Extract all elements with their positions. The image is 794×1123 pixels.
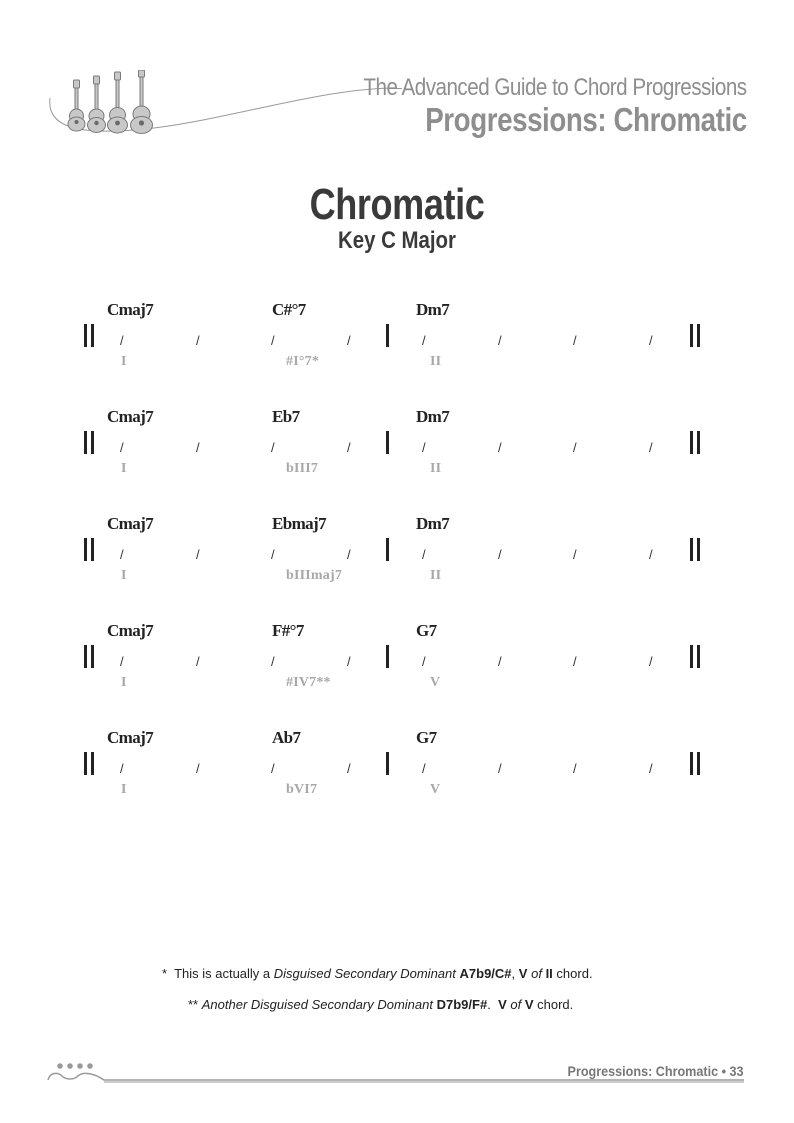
beat-slash: / (271, 333, 275, 348)
roman-numeral: V (430, 782, 441, 797)
roman-numeral: II (430, 354, 442, 369)
beat-slash: / (573, 333, 577, 348)
progression-row (0, 514, 794, 604)
ukulele-family-icon (44, 70, 404, 150)
beat-slash: / (498, 547, 502, 562)
beat-slash: / (120, 761, 124, 776)
footnote-italic: of (510, 997, 522, 1012)
roman-numeral: bIII7 (286, 461, 319, 476)
roman-numeral: I (121, 675, 127, 690)
beat-slash: / (649, 654, 653, 669)
chord-symbol: F#°7 (272, 621, 304, 640)
end-repeat-barline (690, 324, 701, 347)
footnote-marker: ** (188, 997, 199, 1012)
chord-symbol: G7 (416, 728, 437, 747)
end-repeat-barline (690, 645, 701, 668)
footer-bullet: • (722, 1063, 727, 1079)
beat-slash: / (120, 440, 124, 455)
beat-slash: / (498, 333, 502, 348)
chord-symbol: Dm7 (416, 300, 450, 319)
footnote-chord: D7b9/F# (436, 997, 488, 1012)
beat-slash: / (196, 333, 200, 348)
beat-slash: / (649, 761, 653, 776)
chord-symbol: Dm7 (416, 407, 450, 426)
beat-slash: / (422, 333, 426, 348)
chord-symbol: G7 (416, 621, 437, 640)
roman-numeral: V (430, 675, 441, 690)
roman-numeral: I (121, 354, 127, 369)
footnote-numeral: V (498, 997, 507, 1012)
beat-slash: / (347, 654, 351, 669)
roman-numeral: II (430, 568, 442, 583)
beat-slash: / (573, 761, 577, 776)
footer-label (568, 1063, 744, 1079)
beat-slash: / (347, 333, 351, 348)
progression-row (0, 621, 794, 711)
end-repeat-barline (690, 752, 701, 775)
start-repeat-barline (84, 645, 95, 668)
progression-row (0, 728, 794, 818)
beat-slash: / (649, 440, 653, 455)
footnote-italic: of (531, 966, 542, 981)
roman-numeral: I (121, 568, 127, 583)
beat-slash: / (422, 761, 426, 776)
footnote-text: chord. (556, 966, 593, 981)
beat-slash: / (347, 761, 351, 776)
footnote-marker: * (162, 966, 168, 981)
chord-symbol: Ab7 (272, 728, 301, 747)
beat-slash: / (120, 547, 124, 562)
footnote-numeral: II (545, 966, 553, 981)
beat-slash: / (271, 547, 275, 562)
page-title: Chromatic (309, 180, 485, 229)
measure-barline (386, 645, 389, 668)
beat-slash: / (196, 440, 200, 455)
start-repeat-barline (84, 538, 95, 561)
measure-barline (386, 431, 389, 454)
roman-numeral: bIIImaj7 (286, 568, 343, 583)
book-subtitle: The Advanced Guide to Chord Progressions (363, 74, 747, 101)
footnote-italic: Disguised Secondary Dominant (273, 966, 456, 981)
beat-slash: / (498, 440, 502, 455)
roman-numeral: bVI7 (286, 782, 318, 797)
beat-slash: / (196, 654, 200, 669)
measure-barline (386, 324, 389, 347)
chord-symbol: Cmaj7 (107, 300, 154, 319)
progression-row (0, 300, 794, 390)
measure-barline (386, 752, 389, 775)
start-repeat-barline (84, 752, 95, 775)
measure-barline (386, 538, 389, 561)
beat-slash: / (649, 333, 653, 348)
beat-slash: / (347, 547, 351, 562)
footnote-numeral: V (524, 997, 534, 1012)
roman-numeral: I (121, 461, 127, 476)
end-repeat-barline (690, 538, 701, 561)
chord-symbol: Cmaj7 (107, 621, 154, 640)
beat-slash: / (498, 654, 502, 669)
chord-symbol: Cmaj7 (107, 514, 154, 533)
start-repeat-barline (84, 324, 95, 347)
chord-symbol: Cmaj7 (107, 407, 154, 426)
footnote-text: This is actually a (174, 966, 271, 981)
beat-slash: / (573, 547, 577, 562)
beat-slash: / (271, 761, 275, 776)
footnote-chord: A7b9/C# (459, 966, 512, 981)
beat-slash: / (573, 440, 577, 455)
beat-slash: / (498, 761, 502, 776)
chord-symbol: Eb7 (272, 407, 300, 426)
roman-numeral: II (430, 461, 442, 476)
end-repeat-barline (690, 431, 701, 454)
footer-section: Progressions: Chromatic (568, 1063, 719, 1079)
section-title: Progressions: Chromatic (425, 101, 747, 138)
beat-slash: / (422, 440, 426, 455)
footnote-punct: , (511, 966, 516, 981)
key-subtitle: Key C Major (338, 227, 456, 254)
footnote-italic: Another Disguised Secondary Dominant (201, 997, 433, 1012)
roman-numeral: #IV7** (286, 675, 331, 690)
beat-slash: / (422, 654, 426, 669)
beat-slash: / (271, 654, 275, 669)
chord-symbol: Cmaj7 (107, 728, 154, 747)
beat-slash: / (422, 547, 426, 562)
beat-slash: / (120, 654, 124, 669)
footnote-text: chord. (537, 997, 574, 1012)
chord-symbol: C#°7 (272, 300, 306, 319)
footnote-numeral: V (518, 966, 528, 981)
roman-numeral: I (121, 782, 127, 797)
beat-slash: / (649, 547, 653, 562)
beat-slash: / (196, 761, 200, 776)
footnote-2 (188, 997, 573, 1012)
beat-slash: / (271, 440, 275, 455)
start-repeat-barline (84, 431, 95, 454)
footnote-punct: . (487, 997, 491, 1012)
chord-symbol: Dm7 (416, 514, 450, 533)
page-number: 33 (729, 1063, 744, 1079)
progression-row (0, 407, 794, 497)
beat-slash: / (573, 654, 577, 669)
footnote-1 (162, 966, 593, 981)
chord-symbol: Ebmaj7 (272, 514, 327, 533)
beat-slash: / (196, 547, 200, 562)
roman-numeral: #I°7* (286, 354, 320, 369)
beat-slash: / (120, 333, 124, 348)
beat-slash: / (347, 440, 351, 455)
